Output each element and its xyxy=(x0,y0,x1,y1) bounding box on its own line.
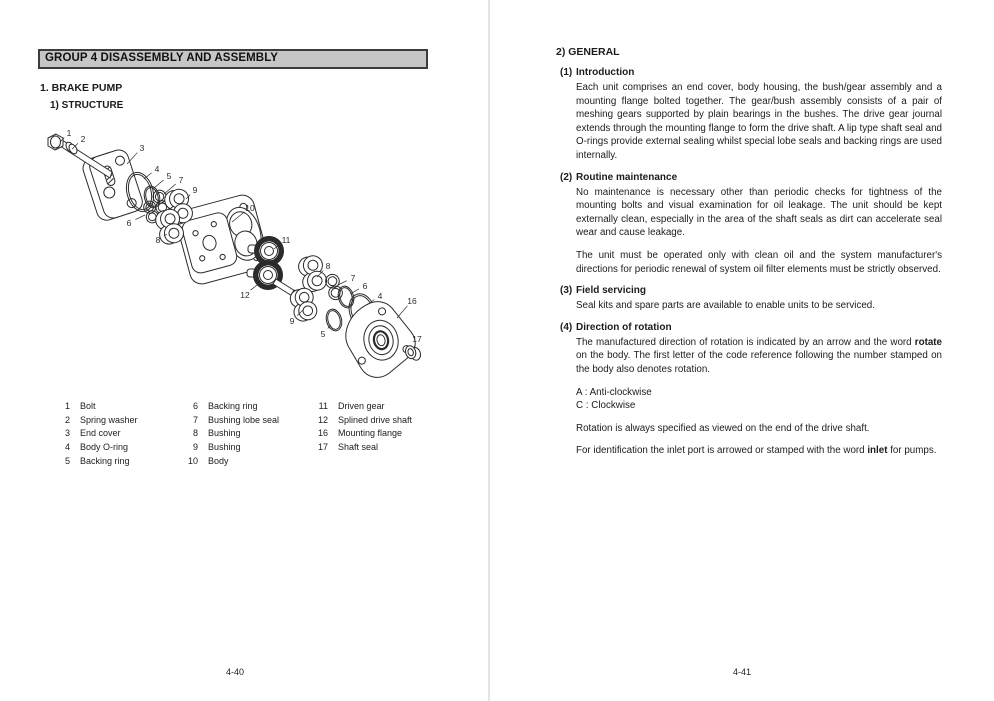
part-number: 10 xyxy=(187,455,198,466)
parts-row xyxy=(308,427,412,441)
part-number: 7 xyxy=(192,414,198,425)
part-name: Shaft seal xyxy=(338,442,379,453)
part-number: 3 xyxy=(64,428,70,439)
part-name: Backing ring xyxy=(208,401,258,411)
part-name: Bushing xyxy=(208,442,241,453)
parts-row xyxy=(50,455,178,469)
page-number-right: 4-41 xyxy=(732,667,751,677)
bushing-part xyxy=(296,254,328,294)
part-number: 9 xyxy=(192,442,198,453)
callout-number: 11 xyxy=(281,235,291,245)
part-name: Backing ring xyxy=(80,455,130,466)
section-title: Direction of rotation xyxy=(576,321,672,333)
section-title: 1. BRAKE PUMP xyxy=(40,82,123,94)
callout-number: 6 xyxy=(126,218,132,228)
paragraph: Rotation is always specified as viewed on the end of the drive shaft. xyxy=(576,422,870,434)
callout-number: 5 xyxy=(166,171,172,181)
paragraph-text: on the body. The first letter of the code reference following the number stamped on the body also denotes rotation. xyxy=(576,350,942,375)
page-number-left: 4-40 xyxy=(225,667,244,677)
callout-leader-line xyxy=(397,306,407,318)
page-left xyxy=(0,0,488,701)
callout-number: 9 xyxy=(192,185,198,195)
part-name: Body O-ring xyxy=(80,442,129,453)
paragraph: No maintenance is necessary other than periodic checks for tightness of the mounting bolts and visual examination for oil leakage. The unit should be kept externally clean, especially in the area of the shaft seals as dirt can accelerate seal wear and cause leakage. xyxy=(576,186,942,239)
part-number: 2 xyxy=(64,414,70,425)
callout-number: 10 xyxy=(245,203,255,213)
parts-column xyxy=(178,400,308,469)
paragraph: Seal kits and spare parts are available to enable units to be serviced. xyxy=(576,300,875,312)
section-introduction xyxy=(554,67,942,163)
section-number: (4) xyxy=(560,321,573,333)
callout-number: 2 xyxy=(80,134,86,144)
section-title: Field servicing xyxy=(576,285,647,297)
callout-number: 7 xyxy=(178,175,184,185)
section-direction-of-rotation xyxy=(554,322,942,458)
parts-row xyxy=(308,441,412,455)
parts-row xyxy=(50,427,178,441)
mounting-flange-part xyxy=(340,295,421,382)
parts-row xyxy=(178,455,308,469)
parts-row xyxy=(50,400,178,414)
parts-row xyxy=(308,400,412,414)
section-head xyxy=(560,322,942,333)
parts-row xyxy=(178,414,308,428)
parts-row xyxy=(308,414,412,428)
callout-number: 16 xyxy=(407,296,417,306)
section-routine-maintenance xyxy=(554,172,942,277)
section-number: (1) xyxy=(560,67,573,78)
part-name: Splined drive shaft xyxy=(338,414,413,425)
part-name: Bushing xyxy=(208,428,241,439)
callout-number: 9 xyxy=(289,316,295,326)
bold-word-rotate: rotate xyxy=(914,336,942,348)
part-name: Body xyxy=(208,455,229,466)
section-head xyxy=(560,67,942,78)
group-header: GROUP 4 DISASSEMBLY AND ASSEMBLY xyxy=(38,49,428,69)
page-right xyxy=(490,0,994,701)
part-number: 16 xyxy=(317,428,328,439)
part-number: 6 xyxy=(192,401,198,411)
section-number: (2) xyxy=(560,171,573,183)
part-number: 4 xyxy=(64,442,70,453)
parts-column xyxy=(50,400,178,469)
part-name: Spring washer xyxy=(80,414,138,425)
section-title: Introduction xyxy=(576,67,635,78)
section-field-servicing xyxy=(554,285,942,313)
part-name: Bolt xyxy=(80,401,96,411)
paragraph: The unit must be operated only with clean oil and the system manufacturer's directions for periodic renewal of system oil filter elements must be strictly observed. xyxy=(576,249,942,275)
callout-number: 3 xyxy=(139,143,145,153)
parts-row xyxy=(178,427,308,441)
parts-column xyxy=(308,400,412,469)
callout-number: 4 xyxy=(154,164,160,174)
section-title: Routine maintenance xyxy=(576,171,678,183)
callout-leader-line xyxy=(154,180,164,188)
part-number: 5 xyxy=(64,455,70,466)
spring-washer-part xyxy=(64,141,78,155)
paragraph xyxy=(576,336,942,377)
paragraph: Each unit comprises an end cover, body housing, the bush/gear assembly and a mounting flange bolted together. The gear/bush assembly consists of a pair of meshing gears supported by plain bearings in the bushes. The drive gear journal extends through the mounting flange to form the drive shaft. A lip type shaft seal and O-rings provide external sealing whilst special lobe seals and backing rings are used internally. xyxy=(576,82,942,161)
parts-row xyxy=(178,400,308,414)
part-number: 11 xyxy=(318,401,328,411)
part-name: End cover xyxy=(80,428,121,439)
parts-row xyxy=(50,441,178,455)
rotation-code-c: C : Clockwise xyxy=(576,400,636,412)
section-head xyxy=(560,172,942,183)
part-name: Driven gear xyxy=(338,401,385,411)
subsection-title: 1) STRUCTURE xyxy=(50,100,124,111)
callout-number: 1 xyxy=(66,128,72,138)
parts-list xyxy=(50,400,412,469)
brake-pump-exploded-diagram xyxy=(40,126,440,398)
callout-number: 8 xyxy=(155,235,161,245)
callout-number: 17 xyxy=(412,334,422,344)
backing-ring-part xyxy=(324,307,344,332)
callout-number: 6 xyxy=(362,281,368,291)
part-name: Bushing lobe seal xyxy=(208,414,280,425)
bold-word-inlet: inlet xyxy=(867,445,888,457)
callout-number: 5 xyxy=(320,329,326,339)
parts-row xyxy=(178,441,308,455)
part-number: 17 xyxy=(317,442,328,453)
part-number: 12 xyxy=(317,414,328,425)
callout-number: 12 xyxy=(240,290,250,300)
paragraph xyxy=(576,444,942,458)
paragraph-text: For identification the inlet port is arrowed or stamped with the word xyxy=(576,445,868,457)
parts-row xyxy=(50,414,178,428)
part-number: 8 xyxy=(192,428,198,439)
callout-number: 7 xyxy=(350,273,356,283)
general-heading: 2) GENERAL xyxy=(556,46,620,58)
callout-number: 4 xyxy=(377,291,383,301)
paragraph-text: The manufactured direction of rotation is indicated by an arrow and the word xyxy=(576,336,915,348)
part-name: Mounting flange xyxy=(338,428,403,439)
callout-leader-line xyxy=(135,215,145,220)
paragraph-text: for pumps. xyxy=(887,445,937,457)
part-number: 1 xyxy=(64,401,70,411)
section-head xyxy=(560,285,942,296)
section-number: (3) xyxy=(560,285,573,297)
rotation-code-a: A : Anti-clockwise xyxy=(576,386,652,398)
callout-number: 8 xyxy=(325,261,331,271)
